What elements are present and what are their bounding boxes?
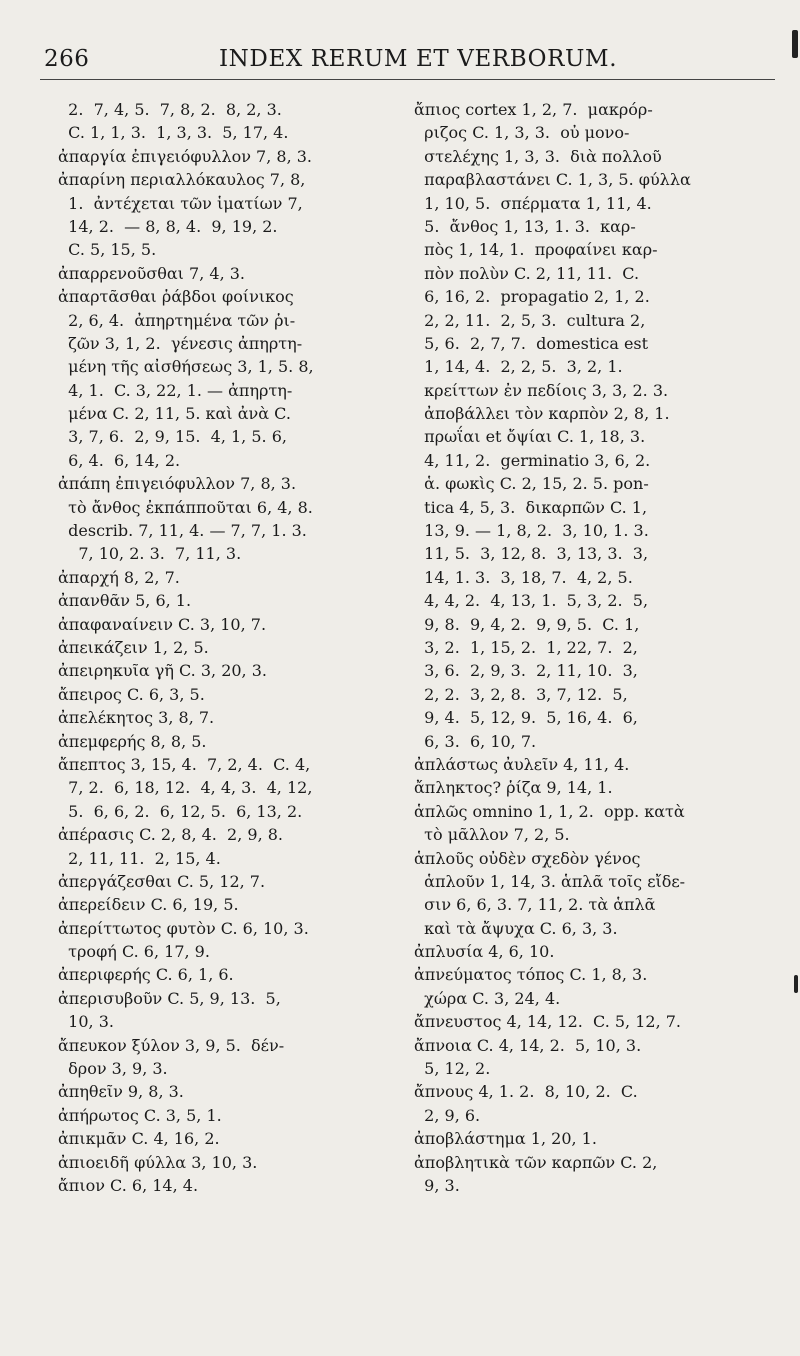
index-line: ἀποβλητικὰ τῶν καρπῶν C. 2,	[414, 1152, 658, 1172]
index-line: ἀπαρίνη περιαλλόκαυλος 7, 8,	[58, 170, 306, 190]
index-line: 3, 6. 2, 9, 3. 2, 11, 10. 3,	[414, 661, 638, 681]
index-line: ἀπικμᾶν C. 4, 16, 2.	[58, 1129, 220, 1149]
index-line: πὸν πολὺν C. 2, 11, 11. C.	[414, 263, 640, 283]
index-line: 11, 5. 3, 12, 8. 3, 13, 3. 3,	[414, 544, 649, 564]
index-line: ἀπήρωτος C. 3, 5, 1.	[58, 1105, 222, 1125]
margin-binding-mark	[792, 30, 798, 58]
index-line: ἄπνους 4, 1. 2. 8, 10, 2. C.	[414, 1082, 638, 1102]
index-line: παραβλαστάνει C. 1, 3, 5. φύλλα	[414, 170, 691, 190]
index-line: ἀπεικάζειν 1, 2, 5.	[58, 637, 209, 657]
index-line: 4, 11, 2. germinatio 3, 6, 2.	[414, 450, 651, 470]
index-line: ἀπιοειδῆ φύλλα 3, 10, 3.	[58, 1152, 258, 1172]
index-line: 5, 12, 2.	[414, 1059, 491, 1079]
margin-binding-mark	[794, 975, 798, 993]
index-line: ἄπληκτος? ῥίζα 9, 14, 1.	[414, 778, 613, 798]
index-line: ἀπειρηκυῖα γῆ C. 3, 20, 3.	[58, 661, 267, 681]
index-line: ἄπνοια C. 4, 14, 2. 5, 10, 3.	[414, 1035, 642, 1055]
index-line: ἀποβάλλει τὸν καρπὸν 2, 8, 1.	[414, 404, 670, 424]
index-line: 13, 9. — 1, 8, 2. 3, 10, 1. 3.	[414, 521, 649, 541]
index-line: 2. 7, 4, 5. 7, 8, 2. 8, 2, 3.	[58, 100, 282, 119]
index-line: ἄπειρος C. 6, 3, 5.	[58, 684, 205, 704]
index-line: 14, 1. 3. 3, 18, 7. 4, 2, 5.	[414, 567, 633, 587]
index-line: 2, 9, 6.	[414, 1105, 481, 1125]
index-line: 5, 6. 2, 7, 7. domestica est	[414, 333, 649, 353]
index-line: ἀπλάστως ἀυλεῖν 4, 11, 4.	[414, 754, 630, 774]
index-line: ἄπεπτος 3, 15, 4. 7, 2, 4. C. 4,	[58, 754, 311, 774]
index-line: ἀπανθᾶν 5, 6, 1.	[58, 591, 192, 611]
index-line: C. 5, 15, 5.	[58, 240, 157, 260]
index-line: ριζος C. 1, 3, 3. οὐ μονο-	[414, 123, 630, 143]
index-line: ἀπηθεῖν 9, 8, 3.	[58, 1082, 184, 1102]
index-line: στελέχης 1, 3, 3. διὰ πολλοῦ	[414, 146, 662, 166]
index-line: 3, 2. 1, 15, 2. 1, 22, 7. 2,	[414, 637, 638, 657]
index-line: ἀπεμφερής 8, 8, 5.	[58, 731, 207, 751]
index-line: tica 4, 5, 3. δικαρπῶν C. 1,	[414, 497, 648, 517]
index-line: ἄπιον C. 6, 14, 4.	[58, 1175, 199, 1195]
index-line: κρείττων ἐν πεδίοις 3, 3, 2. 3.	[414, 380, 669, 400]
index-column-left	[58, 98, 398, 1197]
index-line: 1, 10, 5. σπέρματα 1, 11, 4.	[414, 193, 652, 213]
index-line: δρον 3, 9, 3.	[58, 1059, 168, 1079]
header-rule	[40, 79, 775, 80]
index-line: ἀπαρχή 8, 2, 7.	[58, 567, 180, 587]
index-line: 4, 4, 2. 4, 13, 1. 5, 3, 2. 5,	[414, 591, 649, 611]
index-line: 4, 1. C. 3, 22, 1. — ἀπηρτη-	[58, 380, 293, 400]
index-line: ἀπερείδειν C. 6, 19, 5.	[58, 895, 239, 915]
index-line: 1, 14, 4. 2, 2, 5. 3, 2, 1.	[414, 357, 623, 377]
index-line: τὸ ἄνθος ἐκπάπποῦται 6, 4, 8.	[58, 497, 313, 517]
index-line: ἄπευκον ξύλον 3, 9, 5. δέν-	[58, 1035, 285, 1055]
index-line: ἄπνευστος 4, 14, 12. C. 5, 12, 7.	[414, 1012, 682, 1032]
index-line: ἀπαφαναίνειν C. 3, 10, 7.	[58, 614, 267, 634]
index-line: τὸ μᾶλλον 7, 2, 5.	[414, 825, 570, 845]
index-line: 6, 4. 6, 14, 2.	[58, 450, 181, 470]
index-line: describ. 7, 11, 4. — 7, 7, 1. 3.	[58, 521, 307, 541]
index-line: ἀπέρασις C. 2, 8, 4. 2, 9, 8.	[58, 825, 284, 845]
index-line: ἀπελέκητος 3, 8, 7.	[58, 708, 215, 728]
index-line: καὶ τὰ ἄψυχα C. 6, 3, 3.	[414, 918, 618, 938]
index-line: 2, 11, 11. 2, 15, 4.	[58, 848, 221, 868]
page-number: 266	[44, 46, 90, 72]
index-line: ἀπερισυβοῦν C. 5, 9, 13. 5,	[58, 988, 281, 1008]
index-line: ἀπαρτᾶσθαι ῥάβδοι φοίνικος	[58, 287, 294, 307]
index-line: 9, 8. 9, 4, 2. 9, 9, 5. C. 1,	[414, 614, 640, 634]
index-line: 14, 2. — 8, 8, 4. 9, 19, 2.	[58, 216, 278, 236]
index-line: 5. 6, 6, 2. 6, 12, 5. 6, 13, 2.	[58, 801, 303, 821]
index-line: 9, 4. 5, 12, 9. 5, 16, 4. 6,	[414, 708, 638, 728]
index-line: ἀποβλάστημα 1, 20, 1.	[414, 1129, 597, 1149]
index-line: 2, 2, 11. 2, 5, 3. cultura 2,	[414, 310, 646, 330]
index-line: ἀπερίττωτος φυτὸν C. 6, 10, 3.	[58, 918, 309, 938]
index-line: ἁπλοῦς οὐδὲν σχεδὸν γένος	[414, 848, 641, 868]
index-line: 7, 10, 2. 3. 7, 11, 3.	[58, 544, 242, 564]
index-line: 10, 3.	[58, 1012, 114, 1032]
index-line: ἀπλυσία 4, 6, 10.	[414, 942, 555, 962]
index-line: 1. ἀντέχεται τῶν ἱματίων 7,	[58, 193, 303, 213]
index-line: μένα C. 2, 11, 5. καὶ ἀνὰ C.	[58, 404, 291, 424]
index-line: χώρα C. 3, 24, 4.	[414, 988, 561, 1008]
index-line: ἀπαρρενοῦσθαι 7, 4, 3.	[58, 263, 245, 283]
index-line: ἁπλοῦν 1, 14, 3. ἁπλᾶ τοῖς εἴδε-	[414, 871, 686, 891]
index-line: 2, 6, 4. ἀπηρτημένα τῶν ῥι-	[58, 310, 296, 330]
index-line: 6, 16, 2. propagatio 2, 1, 2.	[414, 287, 650, 307]
index-line: πρωΐαι et ὄψίαι C. 1, 18, 3.	[414, 427, 646, 447]
index-line: ζῶν 3, 1, 2. γένεσις ἀπηρτη-	[58, 333, 303, 353]
index-line: σιν 6, 6, 3. 7, 11, 2. τὰ ἁπλᾶ	[414, 895, 656, 915]
index-line: ἄπιος cortex 1, 2, 7. μακρόρ-	[414, 100, 653, 119]
index-line: 5. ἄνθος 1, 13, 1. 3. καρ-	[414, 216, 636, 236]
index-line: πὸς 1, 14, 1. προφαίνει καρ-	[414, 240, 658, 260]
running-title: INDEX RERUM ET VERBORUM.	[219, 46, 618, 72]
index-line: 9, 3.	[414, 1175, 460, 1195]
index-line: 3, 7, 6. 2, 9, 15. 4, 1, 5. 6,	[58, 427, 287, 447]
index-line: ἁπλῶς omnino 1, 1, 2. opp. κατὰ	[414, 801, 685, 821]
index-line: 6, 3. 6, 10, 7.	[414, 731, 537, 751]
index-line: C. 1, 1, 3. 1, 3, 3. 5, 17, 4.	[58, 123, 289, 143]
index-line: 2, 2. 3, 2, 8. 3, 7, 12. 5,	[414, 684, 628, 704]
index-line: ἀπεριφερής C. 6, 1, 6.	[58, 965, 234, 985]
index-line: 7, 2. 6, 18, 12. 4, 4, 3. 4, 12,	[58, 778, 313, 798]
index-line: ἀπάπη ἐπιγειόφυλλον 7, 8, 3.	[58, 474, 297, 494]
page-header	[0, 46, 800, 82]
index-line: ἀπεργάζεσθαι C. 5, 12, 7.	[58, 871, 266, 891]
index-column-right	[414, 98, 784, 1197]
index-line: μένη τῆς αἰσθήσεως 3, 1, 5. 8,	[58, 357, 314, 377]
index-line: τροφή C. 6, 17, 9.	[58, 942, 210, 962]
index-line: ἀπνεύματος τόπος C. 1, 8, 3.	[414, 965, 648, 985]
index-line: ἁ. φωκὶς C. 2, 15, 2. 5. pon-	[414, 474, 649, 494]
index-line: ἀπαργία ἐπιγειόφυλλον 7, 8, 3.	[58, 146, 313, 166]
